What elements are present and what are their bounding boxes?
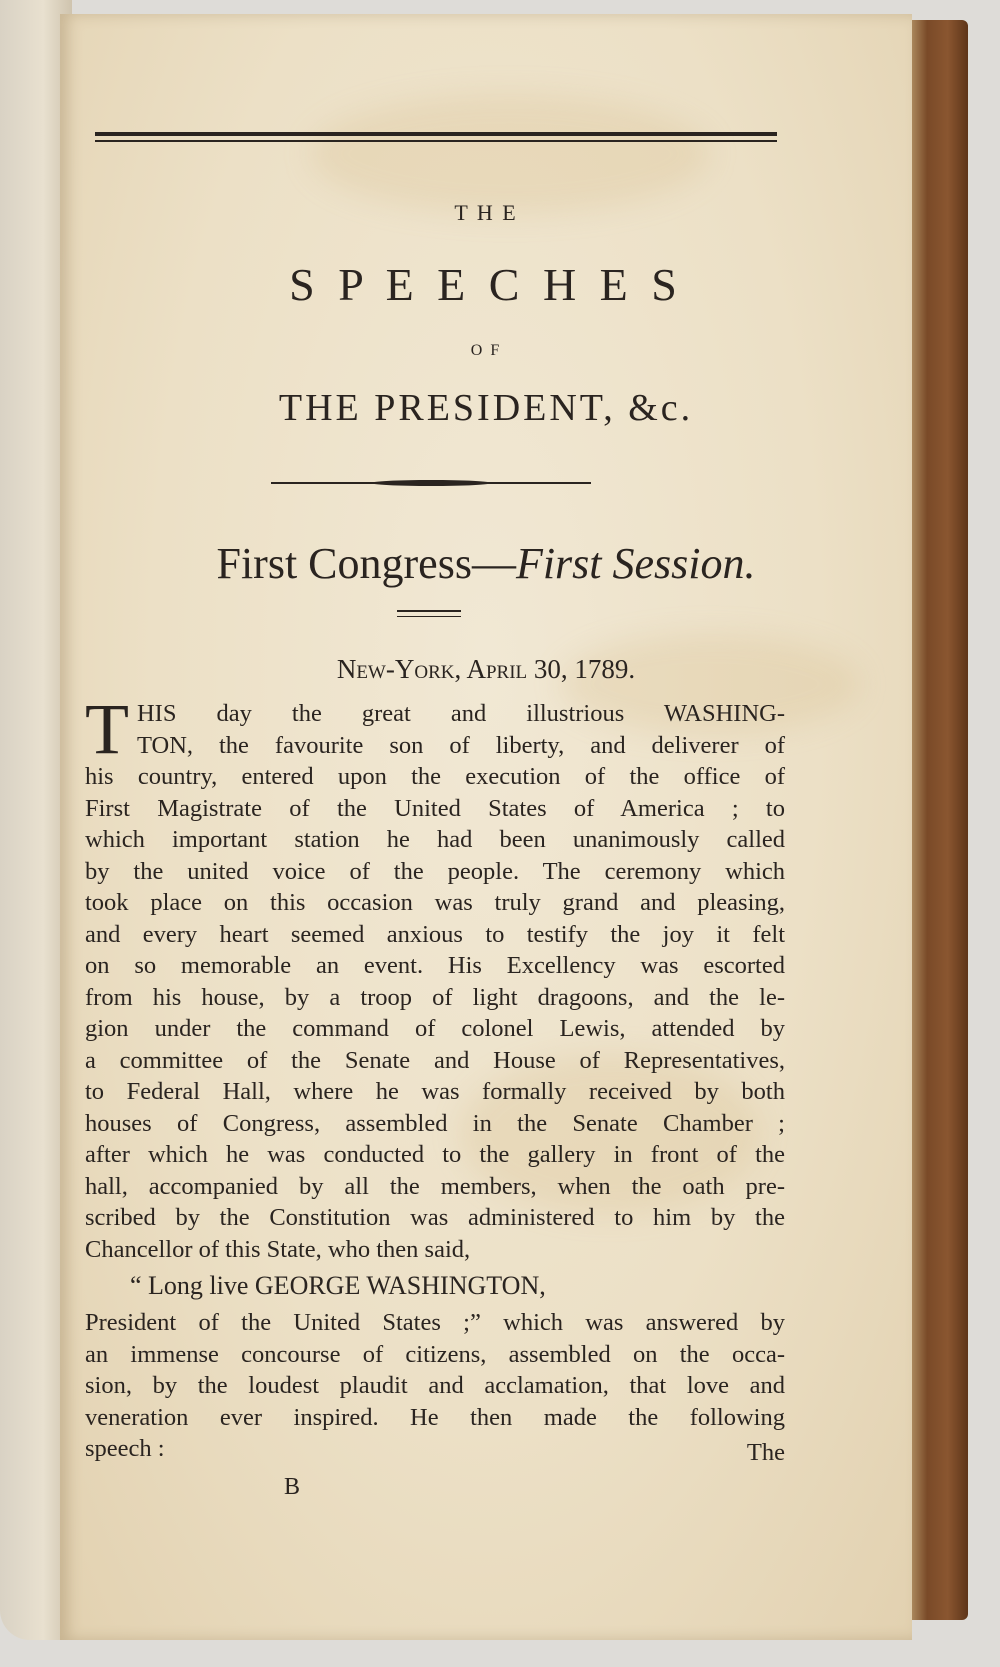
top-rule-thick bbox=[95, 132, 777, 136]
text-line: his country, entered upon the execution of the office of bbox=[85, 763, 785, 790]
signature-mark: B bbox=[284, 1474, 301, 1500]
text-line: a committee of the Senate and House of Representatives, bbox=[85, 1046, 785, 1074]
drop-cap: T bbox=[85, 689, 129, 769]
text-line: and every heart seemed anxious to testify the joy it felt bbox=[85, 920, 785, 948]
ornament-center bbox=[371, 480, 491, 486]
catchword: The bbox=[746, 1439, 785, 1466]
text-line: veneration ever inspired. He then made the following bbox=[85, 1403, 785, 1431]
text-line: took place on this occasion was truly grand and pleasing, bbox=[85, 889, 785, 916]
text-line: HIS day the great and illustrious WASHING- bbox=[136, 700, 785, 727]
section-rule-thin bbox=[397, 616, 461, 617]
text-line-last bbox=[85, 1433, 785, 1465]
page-title: S P E E C H E S bbox=[289, 259, 683, 310]
section-rule bbox=[397, 610, 461, 612]
body-text bbox=[85, 689, 785, 1466]
text-line: President of the United States ;” which was answered by bbox=[85, 1309, 785, 1336]
text-line: which important station he had been unanimously called bbox=[85, 826, 785, 853]
text-line: by the united voice of the people. The ceremony which bbox=[85, 857, 785, 885]
heading-the: T H E bbox=[454, 200, 518, 225]
congress-label: First Congress— bbox=[216, 539, 516, 588]
book-page bbox=[60, 14, 912, 1640]
text-line: First Magistrate of the United States of America ; to bbox=[85, 794, 785, 822]
top-rule-thin bbox=[95, 140, 777, 142]
text-line: an immense concourse of citizens, assembled on the occa- bbox=[85, 1340, 785, 1368]
heading-of: O F bbox=[470, 342, 502, 359]
text-line: gion under the command of colonel Lewis, attended by bbox=[85, 1015, 785, 1042]
text-line: Chancellor of this State, who then said, bbox=[85, 1235, 471, 1263]
text-line: from his house, by a troop of light dragoons, and the le- bbox=[85, 983, 785, 1011]
text-line: scribed by the Constitution was administered to him by the bbox=[85, 1204, 785, 1231]
section-heading bbox=[60, 538, 912, 589]
quote-line: “ Long live GEORGE WASHINGTON, bbox=[130, 1271, 546, 1300]
session-label: First Session. bbox=[515, 539, 756, 588]
text-line: houses of Congress, assembled in the Senate Chamber ; bbox=[85, 1109, 785, 1137]
dateline: New-York, April 30, 1789. bbox=[336, 654, 636, 684]
text-line: after which he was conducted to the gallery in front of the bbox=[85, 1141, 785, 1168]
text-line: to Federal Hall, where he was formally received by both bbox=[85, 1078, 785, 1105]
text-line: TON, the favourite son of liberty, and deliverer of bbox=[136, 731, 785, 759]
text-line: sion, by the loudest plaudit and acclamation, that love and bbox=[85, 1372, 785, 1399]
page-subtitle: THE PRESIDENT, &c. bbox=[278, 387, 694, 429]
text-line: hall, accompanied by all the members, when the oath pre- bbox=[85, 1172, 785, 1200]
text-line: on so memorable an event. His Excellency was escorted bbox=[85, 952, 785, 979]
last-line: speech : bbox=[85, 1435, 165, 1462]
